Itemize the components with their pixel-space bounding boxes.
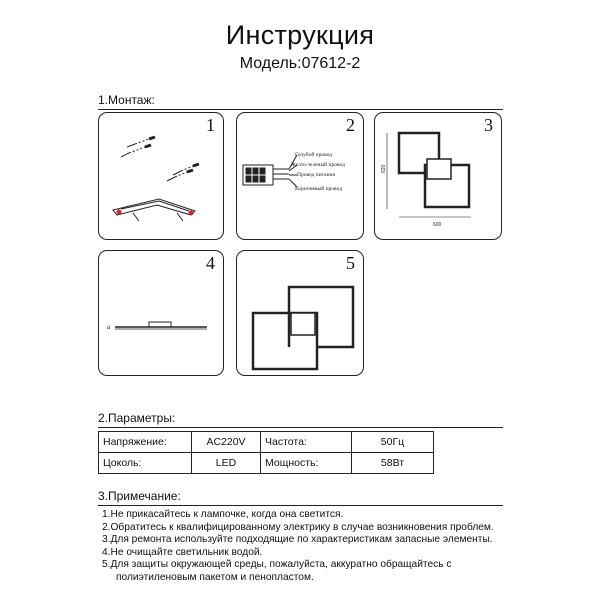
panel-number: 1: [206, 115, 215, 135]
wire-label: Голубой провод: [295, 152, 333, 158]
panel-5: [236, 250, 364, 376]
panel-1: [98, 112, 224, 240]
panel-2: [236, 112, 364, 240]
screw: [121, 153, 129, 157]
parameters-table: [98, 431, 434, 474]
list-item: 4.Не очищайте светильник водой.: [102, 546, 263, 558]
list-item: полиэтиленовым пакетом и пенопластом.: [116, 571, 314, 583]
section-mounting-rule: [98, 109, 503, 110]
table-row: [99, 453, 434, 474]
side-view-label: a: [107, 323, 111, 331]
width-dimension: 600: [433, 222, 442, 228]
param-value: 50Гц: [352, 432, 434, 453]
height-dimension: 620: [381, 164, 387, 173]
panel-number: 3: [484, 115, 493, 135]
panel-4: [98, 250, 224, 376]
param-value: LED: [192, 453, 261, 474]
table-row: [99, 432, 434, 453]
notes-list: [102, 509, 502, 585]
list-item: 5.Для защиты окружающей среды, пожалуйста, аккуратно обращайтесь с: [102, 559, 452, 571]
param-label: Частота:: [261, 432, 352, 453]
section-notes-heading: 3.Примечание:: [98, 489, 181, 503]
panel-3: [374, 112, 502, 240]
dimension-drawing: [375, 113, 501, 239]
section-mounting-heading: 1.Монтаж:: [98, 93, 155, 107]
list-item: 2.Обратитесь к квалифицированному электрику в случае возникновения проблем.: [102, 521, 494, 533]
model-number: Модель:07612-2: [239, 55, 361, 72]
wiring-diagram: [237, 113, 363, 239]
list-item: 3.Для ремонта используйте подходящие по характеристикам запасные элементы.: [102, 534, 493, 546]
panel-number: 4: [206, 253, 215, 273]
param-label: Мощность:: [261, 453, 352, 474]
param-value: AC220V: [192, 432, 261, 453]
section-params-heading: 2.Параметры:: [98, 411, 176, 425]
panel-number: 5: [346, 253, 355, 273]
list-item: 1.Не прикасайтесь к лампочке, когда она светится.: [102, 509, 344, 520]
panel-number: 2: [346, 115, 355, 135]
assembled-fixture-drawing: [237, 251, 363, 375]
wire-label: Желто-зеленый провод: [291, 162, 345, 168]
wire-label: Провод питания: [297, 172, 336, 178]
param-value: 58Вт: [352, 453, 434, 474]
section-params-rule: [98, 427, 503, 428]
page-title: Инструкция: [225, 20, 375, 50]
param-label: Цоколь:: [99, 453, 192, 474]
side-view-drawing: [99, 251, 223, 375]
wire-label: Коричневый провод: [295, 186, 342, 192]
section-notes-rule: [98, 505, 503, 506]
param-label: Напряжение:: [99, 432, 192, 453]
mounting-bracket-drawing: [99, 113, 223, 239]
